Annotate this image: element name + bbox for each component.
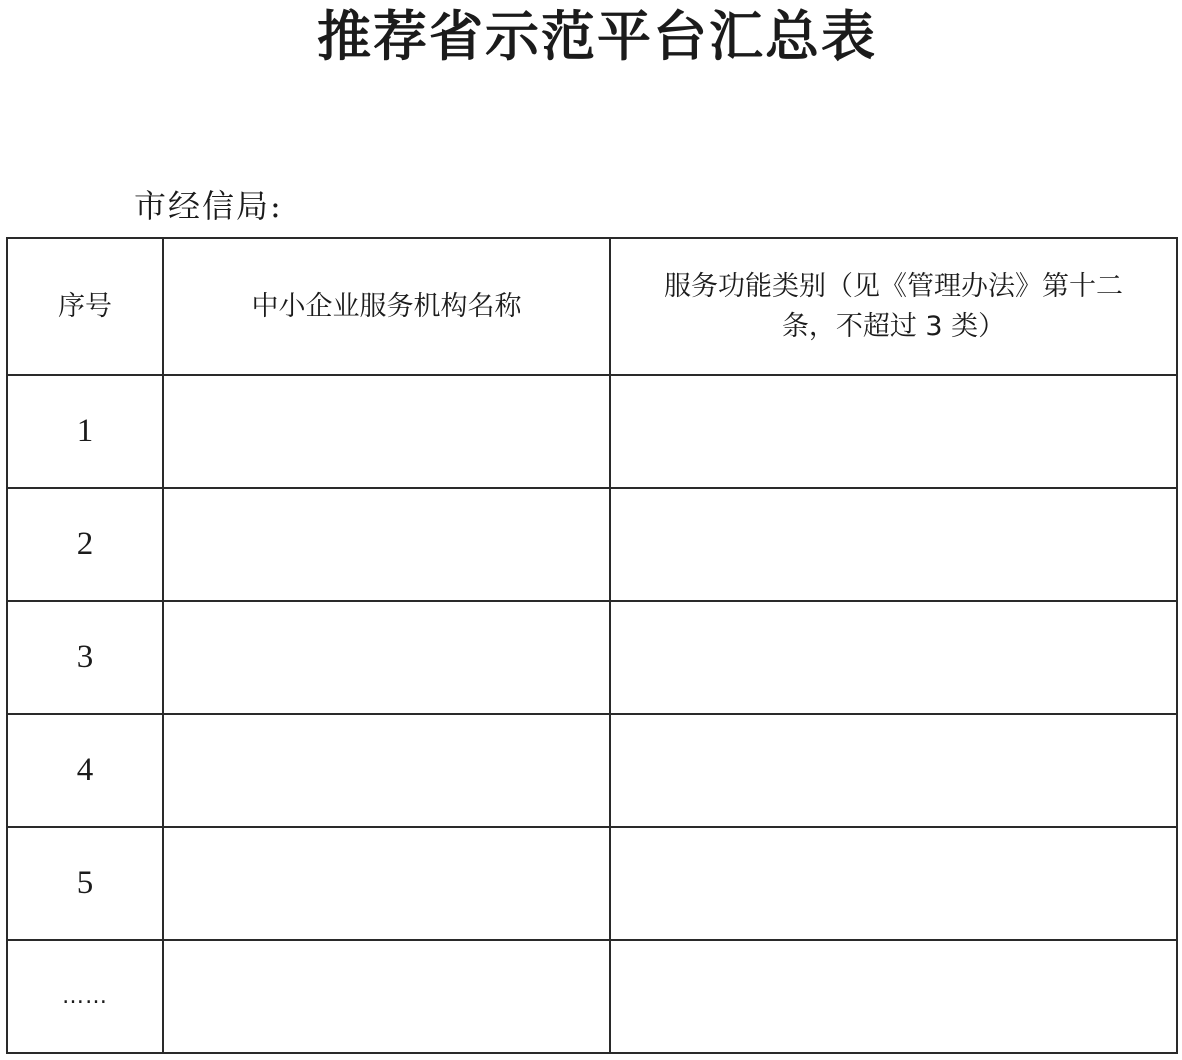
row-org-name-cell[interactable] xyxy=(163,375,610,488)
table-header-row xyxy=(7,238,1177,375)
header-index xyxy=(7,238,163,375)
row-index: 5 xyxy=(7,827,163,940)
table-row xyxy=(7,375,1177,488)
row-index: 1 xyxy=(7,375,163,488)
row-org-name-cell[interactable] xyxy=(163,827,610,940)
row-category-cell[interactable] xyxy=(610,940,1177,1053)
summary-table xyxy=(6,237,1178,1054)
row-org-name-cell[interactable] xyxy=(163,714,610,827)
recipient-line: 市经信局: xyxy=(134,187,283,225)
row-category-cell[interactable] xyxy=(610,601,1177,714)
table-row xyxy=(7,714,1177,827)
header-org-name-label: 中小企业服务机构名称 xyxy=(251,290,522,322)
table-row xyxy=(7,601,1177,714)
row-index: 4 xyxy=(7,714,163,827)
row-index-ellipsis: …… xyxy=(7,940,163,1053)
row-category-cell[interactable] xyxy=(610,375,1177,488)
row-category-cell[interactable] xyxy=(610,827,1177,940)
header-org-name xyxy=(163,238,610,375)
header-service-category-label: 服务功能类别（见《管理办法》第十二条，不超过 3 类） xyxy=(664,270,1123,342)
row-index: 2 xyxy=(7,488,163,601)
row-org-name-cell[interactable] xyxy=(163,488,610,601)
table-row xyxy=(7,940,1177,1053)
row-category-cell[interactable] xyxy=(610,714,1177,827)
row-category-cell[interactable] xyxy=(610,488,1177,601)
row-org-name-cell[interactable] xyxy=(163,940,610,1053)
table-row xyxy=(7,827,1177,940)
row-index: 3 xyxy=(7,601,163,714)
row-org-name-cell[interactable] xyxy=(163,601,610,714)
header-index-label: 序号 xyxy=(58,290,112,322)
header-service-category xyxy=(610,238,1177,375)
table-row xyxy=(7,488,1177,601)
document-title: 推荐省示范平台汇总表 xyxy=(317,4,877,68)
